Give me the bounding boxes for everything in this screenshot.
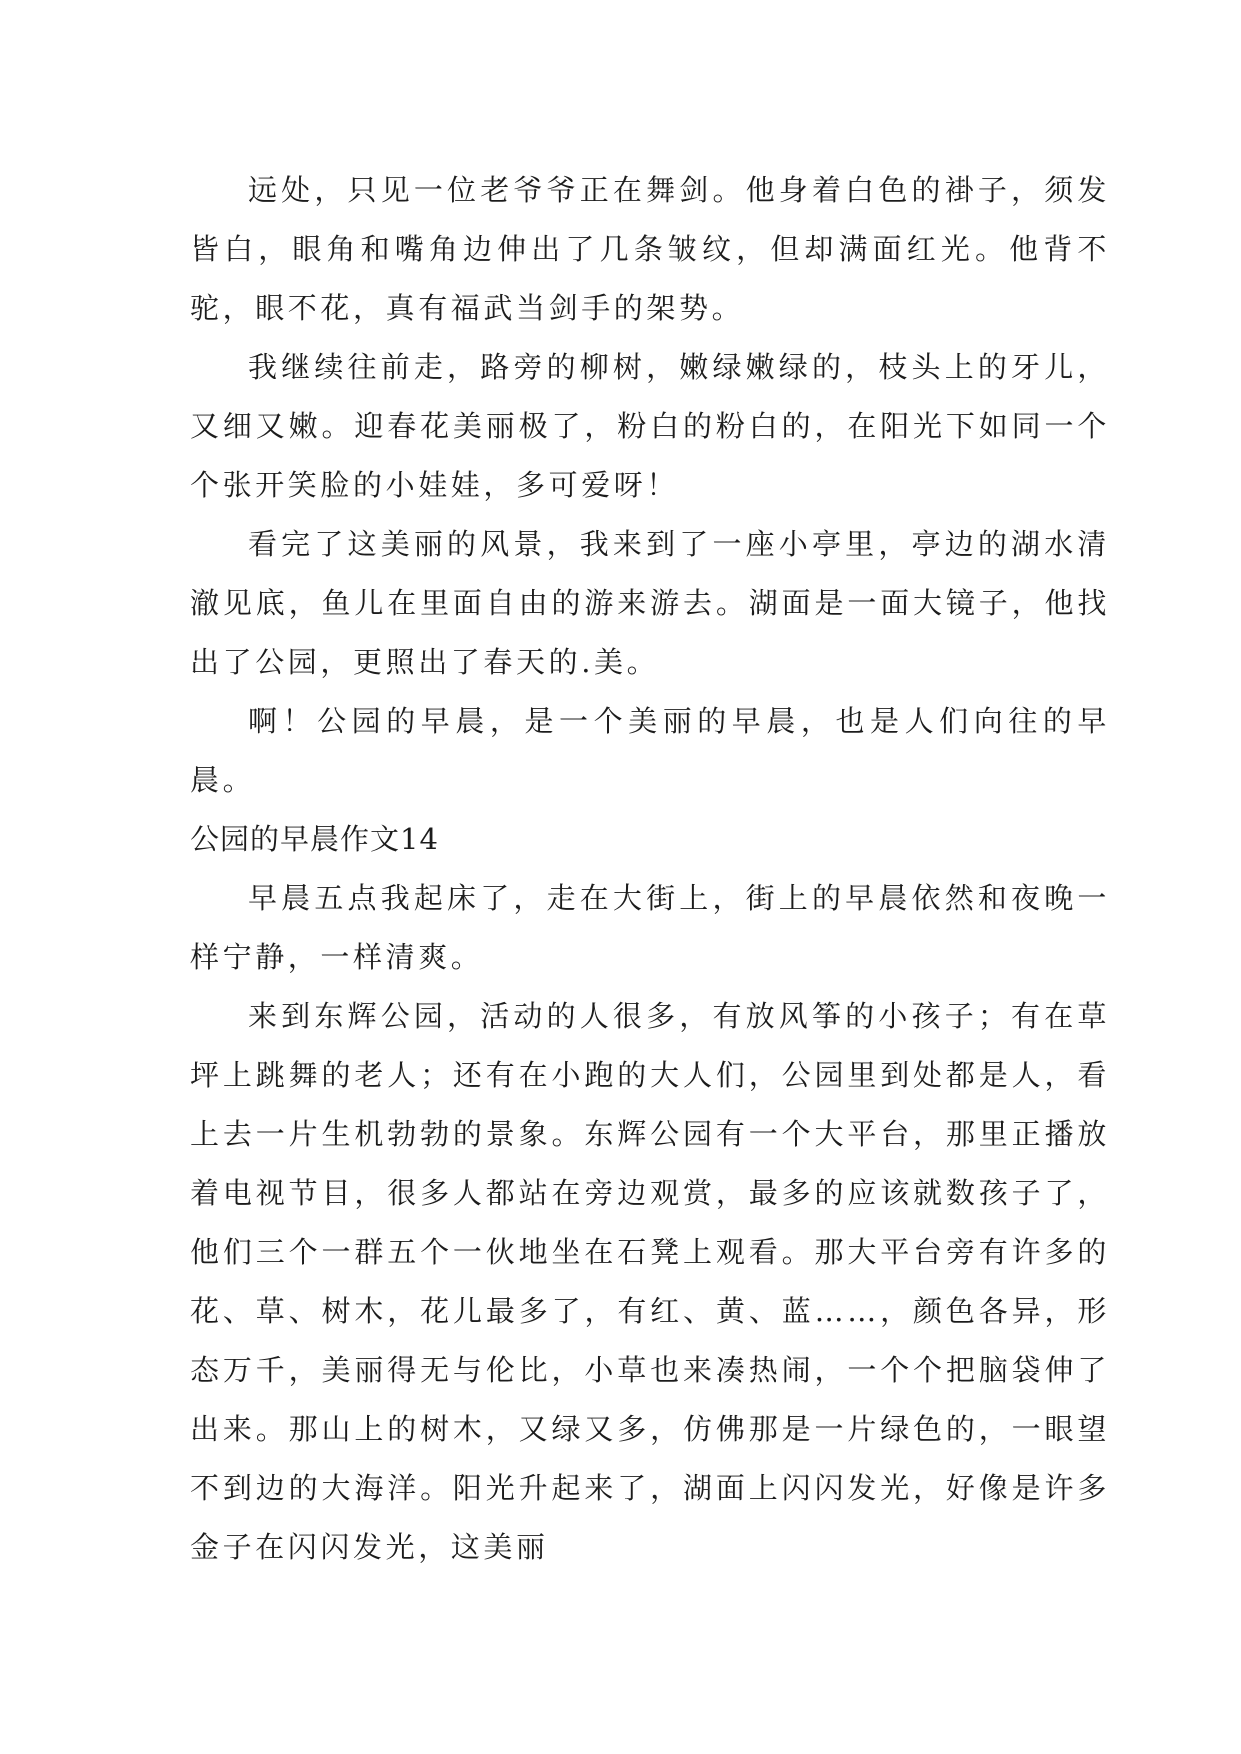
essay-heading: 公园的早晨作文14 (190, 822, 439, 856)
paragraph-pavilion-lake: 看完了这美丽的风景，我来到了一座小亭里，亭边的湖水清澈见底，鱼儿在里面自由的游来游去。湖面是一面大镜子，他找出了公园，更照出了春天的.美。 (190, 527, 1110, 679)
document-body (190, 161, 1110, 1577)
paragraph-conclusion: 啊！公园的早晨，是一个美丽的早晨，也是人们向往的早晨。 (190, 704, 1110, 797)
paragraph-morning-street: 早晨五点我起床了，走在大街上，街上的早晨依然和夜晚一样宁静，一样清爽。 (190, 881, 1110, 974)
paragraph-old-man-sword: 远处，只见一位老爷爷正在舞剑。他身着白色的褂子，须发皆白，眼角和嘴角边伸出了几条皱纹，但却满面红光。他背不驼，眼不花，真有福武当剑手的架势。 (190, 173, 1110, 325)
paragraph-donghui-park: 来到东辉公园，活动的人很多，有放风筝的小孩子；有在草坪上跳舞的老人；还有在小跑的大人们，公园里到处都是人，看上去一片生机勃勃的景象。东辉公园有一个大平台，那里正播放着电视节目，很多人都站在旁边观赏，最多的应该就数孩子了，他们三个一群五个一伙地坐在石凳上观看。那大平台旁有许多的花、草、树木，花儿最多了，有红、黄、蓝……，颜色各异，形态万千，美丽得无与伦比，小草也来凑热闹，一个个把脑袋伸了出来。那山上的树木，又绿又多，仿佛那是一片绿色的，一眼望不到边的大海洋。阳光升起来了，湖面上闪闪发光，好像是许多金子在闪闪发光，这美丽 (190, 999, 1110, 1564)
paragraph-willow-flowers: 我继续往前走，路旁的柳树，嫩绿嫩绿的，枝头上的牙儿，又细又嫩。迎春花美丽极了，粉白的粉白的，在阳光下如同一个个张开笑脸的小娃娃，多可爱呀！ (190, 350, 1110, 502)
